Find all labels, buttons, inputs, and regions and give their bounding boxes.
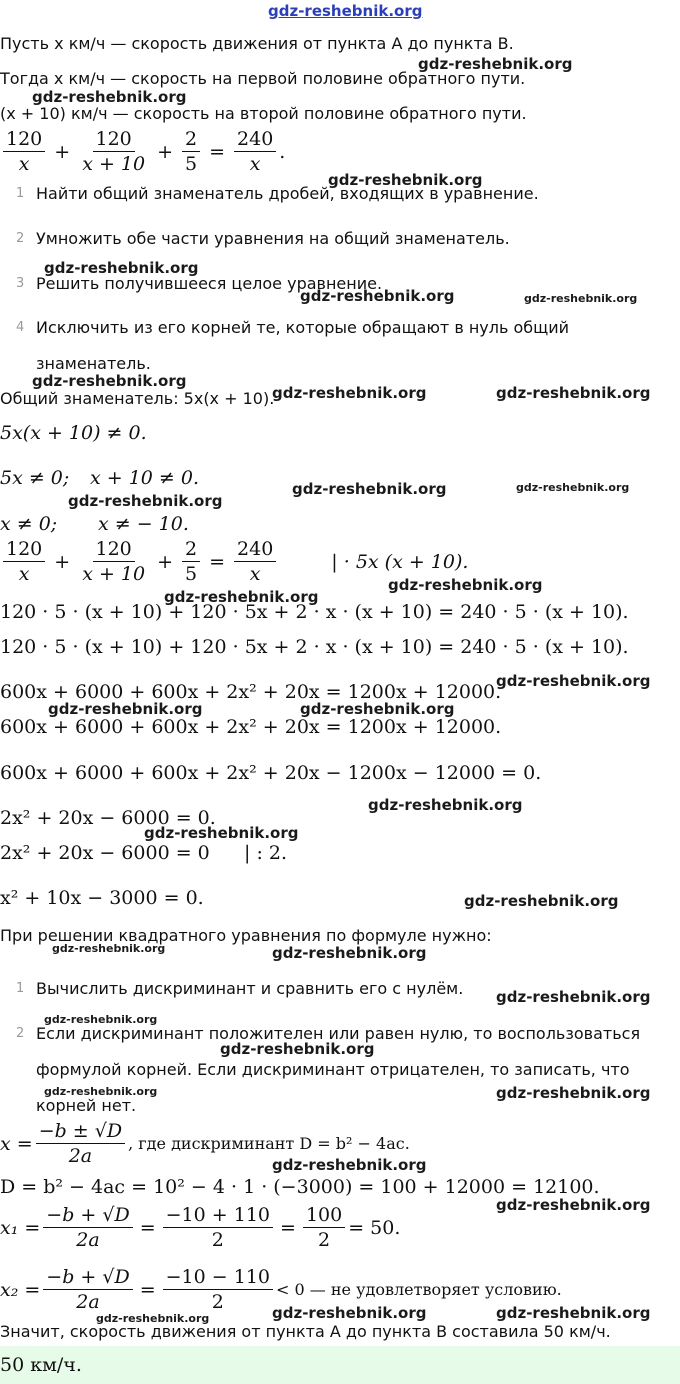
plus-sign: + [157, 550, 174, 573]
answer-text: 50 км/ч. [0, 1354, 82, 1376]
watermark: gdz-reshebnik.org [272, 1156, 427, 1174]
frac-numerator: 2 [182, 128, 200, 152]
watermark: gdz-reshebnik.org [32, 88, 187, 106]
list-item [16, 229, 510, 249]
common-condition: 5x(x + 10) ≠ 0. [0, 422, 147, 444]
formula-lhs: x = [0, 1132, 33, 1155]
frac-numerator: −10 − 110 [163, 1266, 273, 1290]
formula-lhs: x₁ = [0, 1216, 41, 1239]
frac-denominator: x + 10 [82, 563, 146, 585]
frac-numerator: 100 [303, 1204, 345, 1228]
expansion-line-2: 120 · 5 · (x + 10) + 120 · 5x + 2 · x · (x + 10) = 240 · 5 · (x + 10). [0, 636, 629, 658]
watermark: gdz-reshebnik.org [300, 287, 455, 305]
frac-denominator: 2 [211, 1291, 224, 1313]
step-text-continued: знаменатель. [36, 354, 151, 373]
watermark: gdz-reshebnik.org [368, 796, 523, 814]
step-text-continued: формулой корней. Если дискриминант отрицателен, то записать, что [36, 1060, 630, 1079]
plus-sign: + [54, 550, 71, 573]
frac-denominator: x + 10 [82, 153, 146, 175]
watermark: gdz-reshebnik.org [44, 1013, 158, 1026]
frac-numerator: 120 [3, 128, 45, 152]
watermark: gdz-reshebnik.org [300, 700, 455, 718]
discriminant-line: D = b² − 4ac = 10² − 4 · 1 · (−3000) = 100 + 12000 = 12100. [0, 1176, 600, 1198]
list-item [16, 979, 463, 999]
frac-denominator: 2a [76, 1291, 100, 1313]
frac-numerator: 2 [182, 538, 200, 562]
intro-line-1: Пусть x км/ч — скорость движения от пункта A до пункта B. [0, 34, 514, 53]
frac-denominator: 2a [68, 1145, 93, 1167]
period: . [279, 140, 286, 163]
watermark-top[interactable]: gdz-reshebnik.org [268, 2, 423, 20]
watermark: gdz-reshebnik.org [464, 892, 619, 910]
step-text-continued: корней нет. [36, 1096, 137, 1115]
expansion-line-1: 120 · 5 · (x + 10) + 120 · 5x + 2 · x · (x + 10) = 240 · 5 · (x + 10). [0, 601, 629, 623]
expansion-line-5: 600x + 6000 + 600x + 2x² + 20x − 1200x − 12000 = 0. [0, 762, 542, 784]
watermark: gdz-reshebnik.org [328, 171, 483, 189]
formula-tail: < 0 — не удовлетворяет условию. [276, 1279, 562, 1299]
formula-lhs: x₂ = [0, 1278, 41, 1301]
frac-numerator: −b + √D [43, 1204, 132, 1228]
list-item [16, 318, 569, 338]
intro-line-2: Тогда x км/ч — скорость на первой половине обратного пути. [0, 69, 526, 88]
root-x2: x₂ = $\frac{-b + √D}{2a}$ = $\frac{-10 - 110}{2}$ < 0 — не удовлетворяет условию. [0, 1266, 562, 1313]
multiplier: | · 5x (x + 10). [331, 550, 469, 573]
common-denominator-label: Общий знаменатель: 5x(x + 10). [0, 389, 275, 408]
watermark: gdz-reshebnik.org [44, 259, 199, 277]
root-x-0: x ≠ 0; [0, 513, 58, 535]
watermark: gdz-reshebnik.org [496, 384, 651, 402]
frac-numerator: 240 [234, 128, 276, 152]
watermark: gdz-reshebnik.org [48, 700, 203, 718]
root-x-minus-10: x ≠ − 10. [98, 513, 189, 535]
conclusion: Значит, скорость движения от пункта A до пункта B составила 50 км/ч. [0, 1322, 611, 1341]
watermark: gdz-reshebnik.org [272, 1304, 427, 1322]
frac-denominator: 5 [185, 563, 198, 585]
watermark: gdz-reshebnik.org [272, 384, 427, 402]
step-number: 2 [16, 1026, 25, 1041]
watermark: gdz-reshebnik.org [524, 292, 638, 305]
frac-numerator: −b + √D [43, 1266, 132, 1290]
watermark: gdz-reshebnik.org [292, 480, 447, 498]
watermark: gdz-reshebnik.org [96, 1312, 210, 1325]
frac-numerator: 120 [93, 128, 135, 152]
frac-denominator: x [18, 153, 30, 175]
frac-denominator: x [249, 153, 261, 175]
equation-original [0, 128, 285, 175]
watermark: gdz-reshebnik.org [52, 942, 166, 955]
watermark: gdz-reshebnik.org [144, 824, 299, 842]
step-text: Найти общий знаменатель дробей, входящих в уравнение. [36, 184, 539, 203]
frac-numerator: −10 + 110 [163, 1204, 273, 1228]
frac-denominator: 2 [318, 1229, 331, 1251]
intro-line-3: (x + 10) км/ч — скорость на второй половине обратного пути. [0, 104, 527, 123]
watermark: gdz-reshebnik.org [496, 1084, 651, 1102]
step-number: 1 [16, 186, 25, 201]
step-text: Умножить обе части уравнения на общий знаменатель. [36, 229, 510, 248]
expansion-line-3: 600x + 6000 + 600x + 2x² + 20x = 1200x + 12000. [0, 681, 502, 703]
answer-box [0, 1346, 680, 1384]
expansion-line-4: 600x + 6000 + 600x + 2x² + 20x = 1200x + 12000. [0, 716, 502, 738]
root-x1: x₁ = $\frac{-b + √D}{2a}$ = $\frac{-10 + 110}{2}$ = $\frac{100}{2}$ = 50. [0, 1204, 401, 1251]
step-number: 4 [16, 320, 25, 335]
step-number: 2 [16, 231, 25, 246]
frac-denominator: 5 [185, 153, 198, 175]
frac-numerator: 240 [234, 538, 276, 562]
step-text: Если дискриминант положителен или равен нулю, то воспользоваться [36, 1024, 641, 1043]
frac-numerator: −b ± √D [36, 1120, 125, 1144]
quadratic-line-2: 2x² + 20x − 6000 = 0 [0, 842, 210, 864]
equals-sign: = [209, 140, 226, 163]
frac-numerator: 120 [3, 538, 45, 562]
watermark: gdz-reshebnik.org [516, 481, 630, 494]
watermark: gdz-reshebnik.org [496, 988, 651, 1006]
watermark: gdz-reshebnik.org [418, 55, 573, 73]
watermark: gdz-reshebnik.org [496, 672, 651, 690]
watermark: gdz-reshebnik.org [272, 944, 427, 962]
watermark: gdz-reshebnik.org [388, 576, 543, 594]
condition-x-plus-10: x + 10 ≠ 0. [90, 467, 200, 489]
watermark: gdz-reshebnik.org [496, 1196, 651, 1214]
watermark: gdz-reshebnik.org [44, 1085, 158, 1098]
step-text: Вычислить дискриминант и сравнить его с нулём. [36, 979, 464, 998]
watermark: gdz-reshebnik.org [32, 372, 187, 390]
watermark: gdz-reshebnik.org [496, 1304, 651, 1322]
frac-numerator: 120 [93, 538, 135, 562]
watermark: gdz-reshebnik.org [220, 1040, 375, 1058]
divide-by-2: | : 2. [244, 842, 288, 864]
step-number: 1 [16, 981, 25, 996]
frac-denominator: 2 [211, 1229, 224, 1251]
frac-denominator: x [249, 563, 261, 585]
plus-sign: + [54, 140, 71, 163]
watermark: gdz-reshebnik.org [68, 492, 223, 510]
formula-tail: = 50. [348, 1216, 401, 1239]
step-number: 3 [16, 276, 25, 291]
quadratic-reduced: x² + 10x − 3000 = 0. [0, 887, 204, 909]
watermark: gdz-reshebnik.org [164, 588, 319, 606]
frac-denominator: x [18, 563, 30, 585]
quadratic-intro: При решении квадратного уравнения по формуле нужно: [0, 926, 492, 945]
plus-sign: + [157, 140, 174, 163]
formula-tail: , где дискриминант D = b² − 4ac. [128, 1133, 410, 1153]
equals-sign: = [209, 550, 226, 573]
condition-5x: 5x ≠ 0; [0, 467, 70, 489]
step-text: Исключить из его корней те, которые обращают в нуль общий [36, 318, 570, 337]
quadratic-line-1: 2x² + 20x − 6000 = 0. [0, 807, 216, 829]
step-text: Решить получившееся целое уравнение. [36, 274, 383, 293]
frac-denominator: 2a [76, 1229, 100, 1251]
